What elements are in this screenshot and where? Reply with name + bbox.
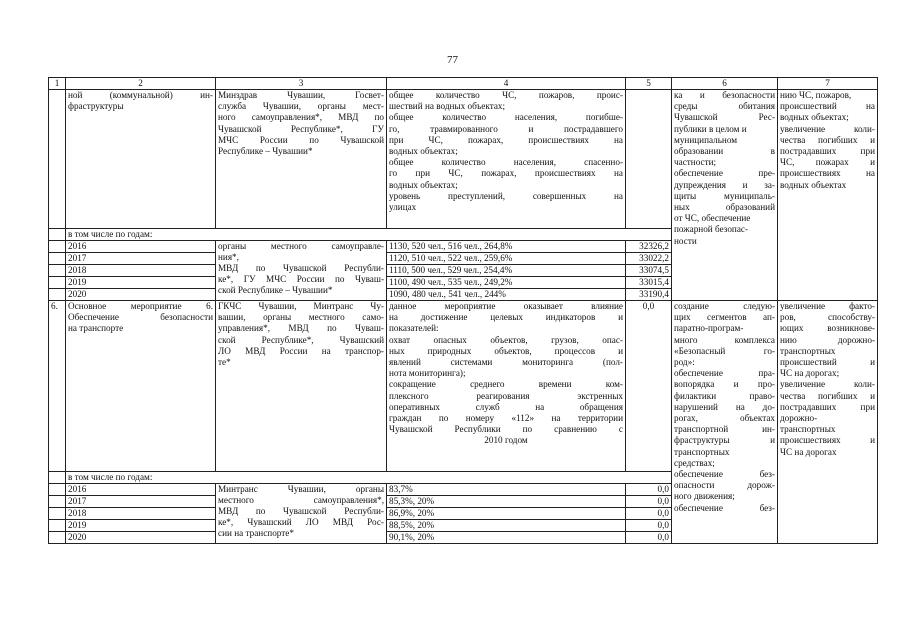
by-years-label: в том числе по годам: xyxy=(66,472,672,484)
header-cell: 1 xyxy=(49,78,66,90)
consequences: увеличение факто- ров, способству- ющих возникнове- нию дорожно- транспортных происшествий и ЧС на дорогах; увеличение коли- чества погибших и пострадавших при дорожно- транспортных происшествиях и ЧС на дорогах xyxy=(778,301,878,544)
year-amount: 0,0 xyxy=(626,484,672,496)
year-label: 2017 xyxy=(66,496,216,508)
year-amount: 33022,2 xyxy=(626,253,672,265)
header-cell: 3 xyxy=(216,78,387,90)
responsible-executors: Минздрав Чувашии, Госвет- служба Чувашии, органы мест- ного самоуправления*, МВД по Чувашской Республике*, ГУ МЧС России по Чувашской Республике – Чувашии* xyxy=(216,90,387,229)
year-amount: 33074,5 xyxy=(626,265,672,277)
year-amount: 32326,2 xyxy=(626,241,672,253)
year-amount: 0,0 xyxy=(626,508,672,520)
funding-cell: 0,0 xyxy=(626,301,672,472)
year-amount: 0,0 xyxy=(626,520,672,532)
funding-cell xyxy=(626,90,672,229)
year-value: 1100, 490 чел., 535 чел., 249,2% xyxy=(387,277,626,289)
table-row xyxy=(49,301,878,472)
row-number: 6. xyxy=(49,301,66,472)
header-cell: 6 xyxy=(672,78,778,90)
expected-results: ка и безопасности среды обитания Чувашской Рес- публики в целом и муниципальном образовании в частности; обеспечение пре- дупреждения и за- щиты муниципаль- ных образований от ЧС, обеспечение пожарной безопас- ности xyxy=(672,90,778,301)
year-amount: 0,0 xyxy=(626,496,672,508)
year-amount: 33190,4 xyxy=(626,289,672,301)
year-label: 2016 xyxy=(66,484,216,496)
page-number: 77 xyxy=(447,54,458,66)
year-label: 2016 xyxy=(66,241,216,253)
year-value: 85,3%, 20% xyxy=(387,496,626,508)
year-value: 1120, 510 чел., 522 чел., 259,6% xyxy=(387,253,626,265)
year-label: 2019 xyxy=(66,520,216,532)
consequences: нию ЧС, пожаров, происшествий на водных объектах; увеличение коли- чества погибших и пострадавших при ЧС, пожарах и происшествиях на водных объектах xyxy=(778,90,878,301)
year-value: 90,1%, 20% xyxy=(387,532,626,544)
indicators-description: данное мероприятие оказывает влияние на достижение целевых индикаторов и показателей: охват опасных объектов, грузов, опас- ных природных объектов, процессов и явлений системами мониторинга (пол- нота мониторинга); сокращение среднего времени ком- плексного реагирования экстренных оперативных служб на обращения граждан по номеру «112» на территории Чувашской Республики по сравнению с 2010 годом xyxy=(387,301,626,472)
year-label: 2018 xyxy=(66,508,216,520)
year-label: 2019 xyxy=(66,277,216,289)
table-row xyxy=(49,90,878,229)
event-name: ной (коммунальной) ин- фраструктуры xyxy=(66,90,216,229)
year-value: 83,7% xyxy=(387,484,626,496)
year-label: 2017 xyxy=(66,253,216,265)
year-value: 1130, 520 чел., 516 чел., 264,8% xyxy=(387,241,626,253)
year-value: 88,5%, 20% xyxy=(387,520,626,532)
responsible-executors: ГКЧС Чувашии, Минтранс Чу- вашии, органы местного само- управления*, МВД по Чуваш- ской Республике*, Чувашский ЛО МВД России на транспор- те* xyxy=(216,301,387,472)
header-cell: 2 xyxy=(66,78,216,90)
year-value: 86,9%, 20% xyxy=(387,508,626,520)
year-amount: 33015,4 xyxy=(626,277,672,289)
header-row xyxy=(49,78,878,90)
years-executors: органы местного самоуправле- ния*, МВД по Чувашской Республи- ке*, ГУ МЧС России по Чуваш- ской Республике – Чувашии* xyxy=(216,241,387,301)
year-value: 1110, 500 чел., 529 чел., 254,4% xyxy=(387,265,626,277)
year-label: 2020 xyxy=(66,289,216,301)
event-name: Основное мероприятие 6. Обеспечение безопасности на транспорте xyxy=(66,301,216,472)
year-amount: 0,0 xyxy=(626,532,672,544)
header-cell: 5 xyxy=(626,78,672,90)
by-years-label: в том числе по годам: xyxy=(66,229,672,241)
header-cell: 7 xyxy=(778,78,878,90)
years-executors: Минтранс Чувашии, органы местного самоуправления*, МВД по Чувашской Республи- ке*, Чувашский ЛО МВД Рос- сии на транспорте* xyxy=(216,484,387,544)
header-cell: 4 xyxy=(387,78,626,90)
indicators-description: общее количество ЧС, пожаров, проис- шествий на водных объектах; общее количество населения, погибше- го, травмированного и пострадавшего при ЧС, пожарах, происшествиях на водных объектах; общее количество населения, спасенно- го при ЧС, пожарах, происшествиях на водных объектах; уровень преступлений, совершенных на улицах xyxy=(387,90,626,229)
expected-results: создание следую- щих сегментов ап- паратно-програм- много комплекса «Безопасный го- род»: обеспечение пра- вопорядка и про- филактики право- нарушений на до- рогах, объектах транспортной ин- фраструктуры и транспортных средствах; обеспечение без- опасности дорож- ного движения; обеспечение без- xyxy=(672,301,778,544)
year-value: 1090, 480 чел., 541 чел., 244% xyxy=(387,289,626,301)
year-label: 2018 xyxy=(66,265,216,277)
row-number xyxy=(49,90,66,229)
program-table xyxy=(48,77,878,544)
year-label: 2020 xyxy=(66,532,216,544)
